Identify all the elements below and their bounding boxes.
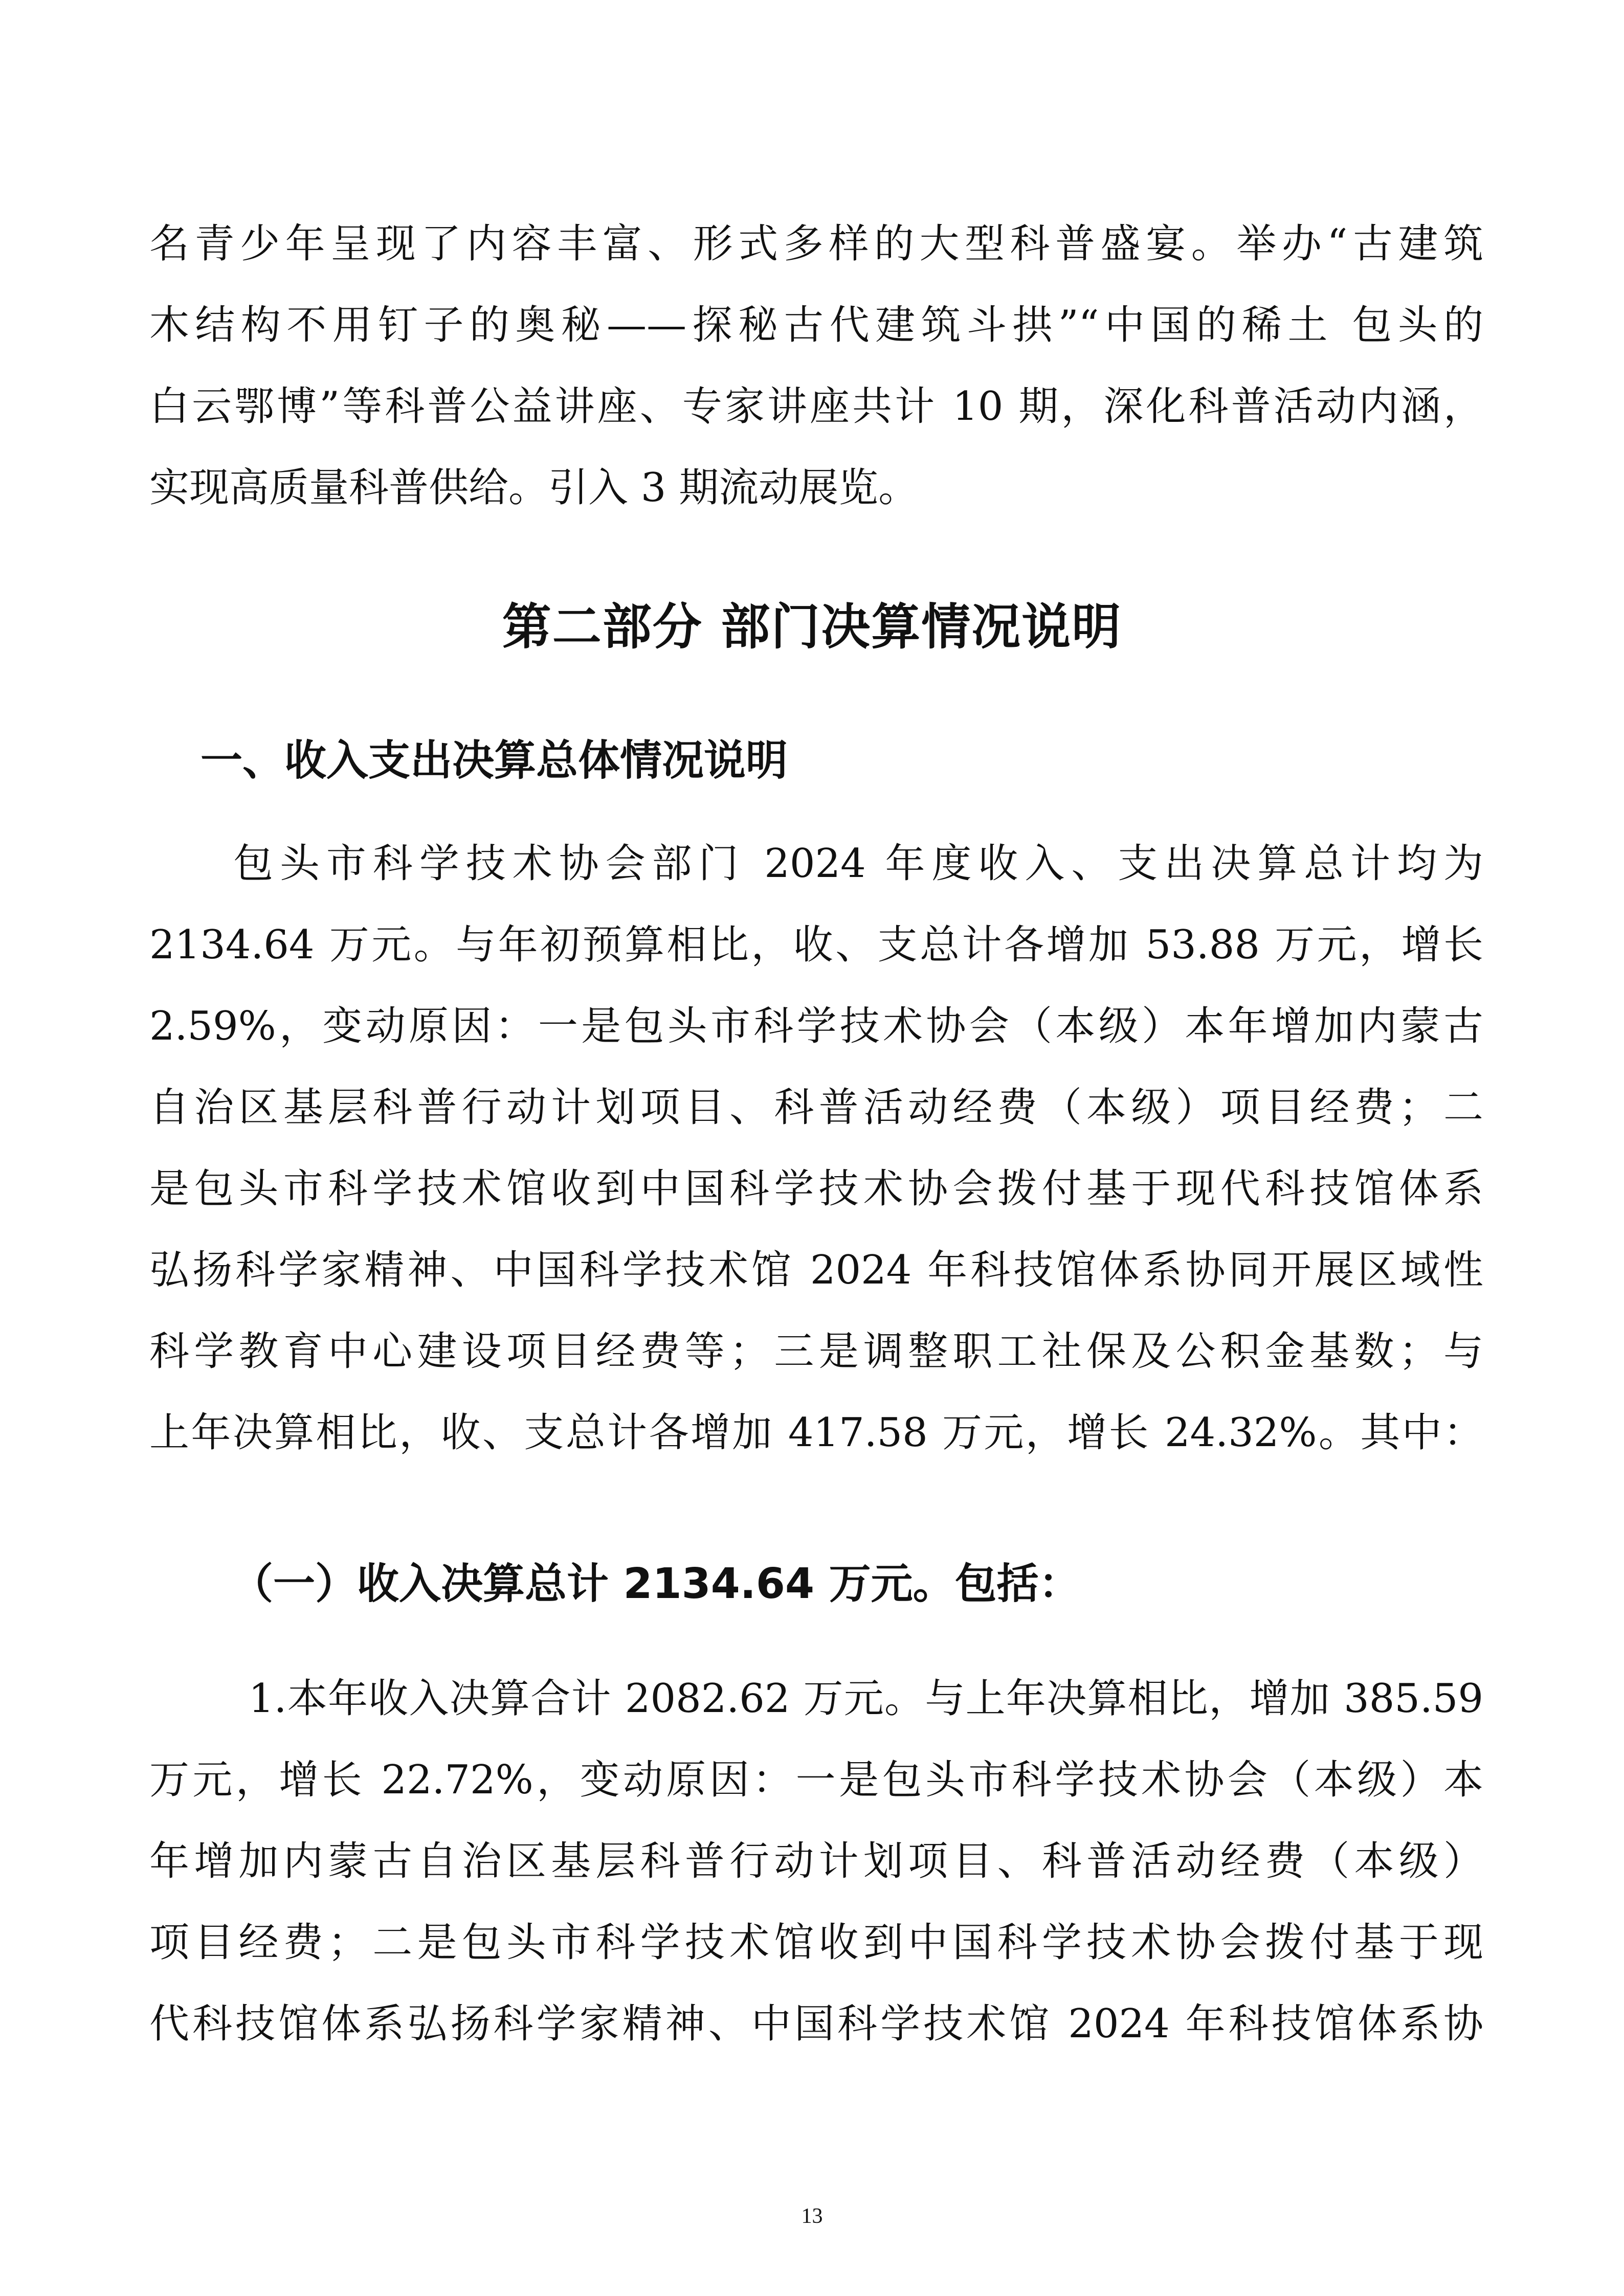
section-title: 一、收入支出决算总体情况说明 <box>201 736 788 785</box>
section-paragraph-line-2: 2134.64 万元。与年初预算相比，收、支总计各增加 53.88 万元，增长 <box>149 922 1483 968</box>
section-paragraph-line-1: 包头市科学技术协会部门 2024 年度收入、支出决算总计均为 <box>233 841 1483 887</box>
section-paragraph-line-4: 自治区基层科普行动计划项目、科普活动经费（本级）项目经费；二 <box>149 1085 1483 1131</box>
section-paragraph-line-7: 科学教育中心建设项目经费等；三是调整职工社保及公积金基数；与 <box>149 1329 1483 1375</box>
section-paragraph-line-8: 上年决算相比，收、支总计各增加 417.58 万元，增长 24.32%。其中： <box>149 1410 1483 1456</box>
subsection-paragraph-line-5: 代科技馆体系弘扬科学家精神、中国科学技术馆 2024 年科技馆体系协 <box>149 2001 1483 2047</box>
subsection-paragraph-line-4: 项目经费；二是包头市科学技术馆收到中国科学技术协会拨付基于现 <box>149 1920 1483 1966</box>
continuation-line-3: 白云鄂博”等科普公益讲座、专家讲座共计 10 期，深化科普活动内涵， <box>149 384 1483 430</box>
subsection-paragraph-line-1: 1.本年收入决算合计 2082.62 万元。与上年决算相比，增加 385.59 <box>249 1676 1483 1722</box>
page-number: 13 <box>801 2204 823 2228</box>
subsection-paragraph-line-3: 年增加内蒙古自治区基层科普行动计划项目、科普活动经费（本级） <box>149 1838 1483 1884</box>
section-paragraph-line-3: 2.59%，变动原因：一是包头市科学技术协会（本级）本年增加内蒙古 <box>149 1003 1483 1049</box>
section-paragraph-line-5: 是包头市科学技术馆收到中国科学技术协会拨付基于现代科技馆体系 <box>149 1166 1483 1212</box>
continuation-line-4: 实现高质量科普供给。引入 3 期流动展览。 <box>149 465 919 511</box>
section-paragraph-line-6: 弘扬科学家精神、中国科学技术馆 2024 年科技馆体系协同开展区域性 <box>149 1247 1484 1293</box>
subsection-title: （一）收入决算总计 2134.64 万元。包括： <box>231 1560 1081 1608</box>
part-heading: 第二部分 部门决算情况说明 <box>502 598 1122 656</box>
subsection-paragraph-line-2: 万元，增长 22.72%，变动原因：一是包头市科学技术协会（本级）本 <box>149 1757 1483 1803</box>
continuation-line-1: 名青少年呈现了内容丰富、形式多样的大型科普盛宴。举办“古建筑 <box>149 221 1483 267</box>
continuation-line-2: 木结构不用钉子的奥秘——探秘古代建筑斗拱”“中国的稀土 包头的 <box>149 302 1483 348</box>
